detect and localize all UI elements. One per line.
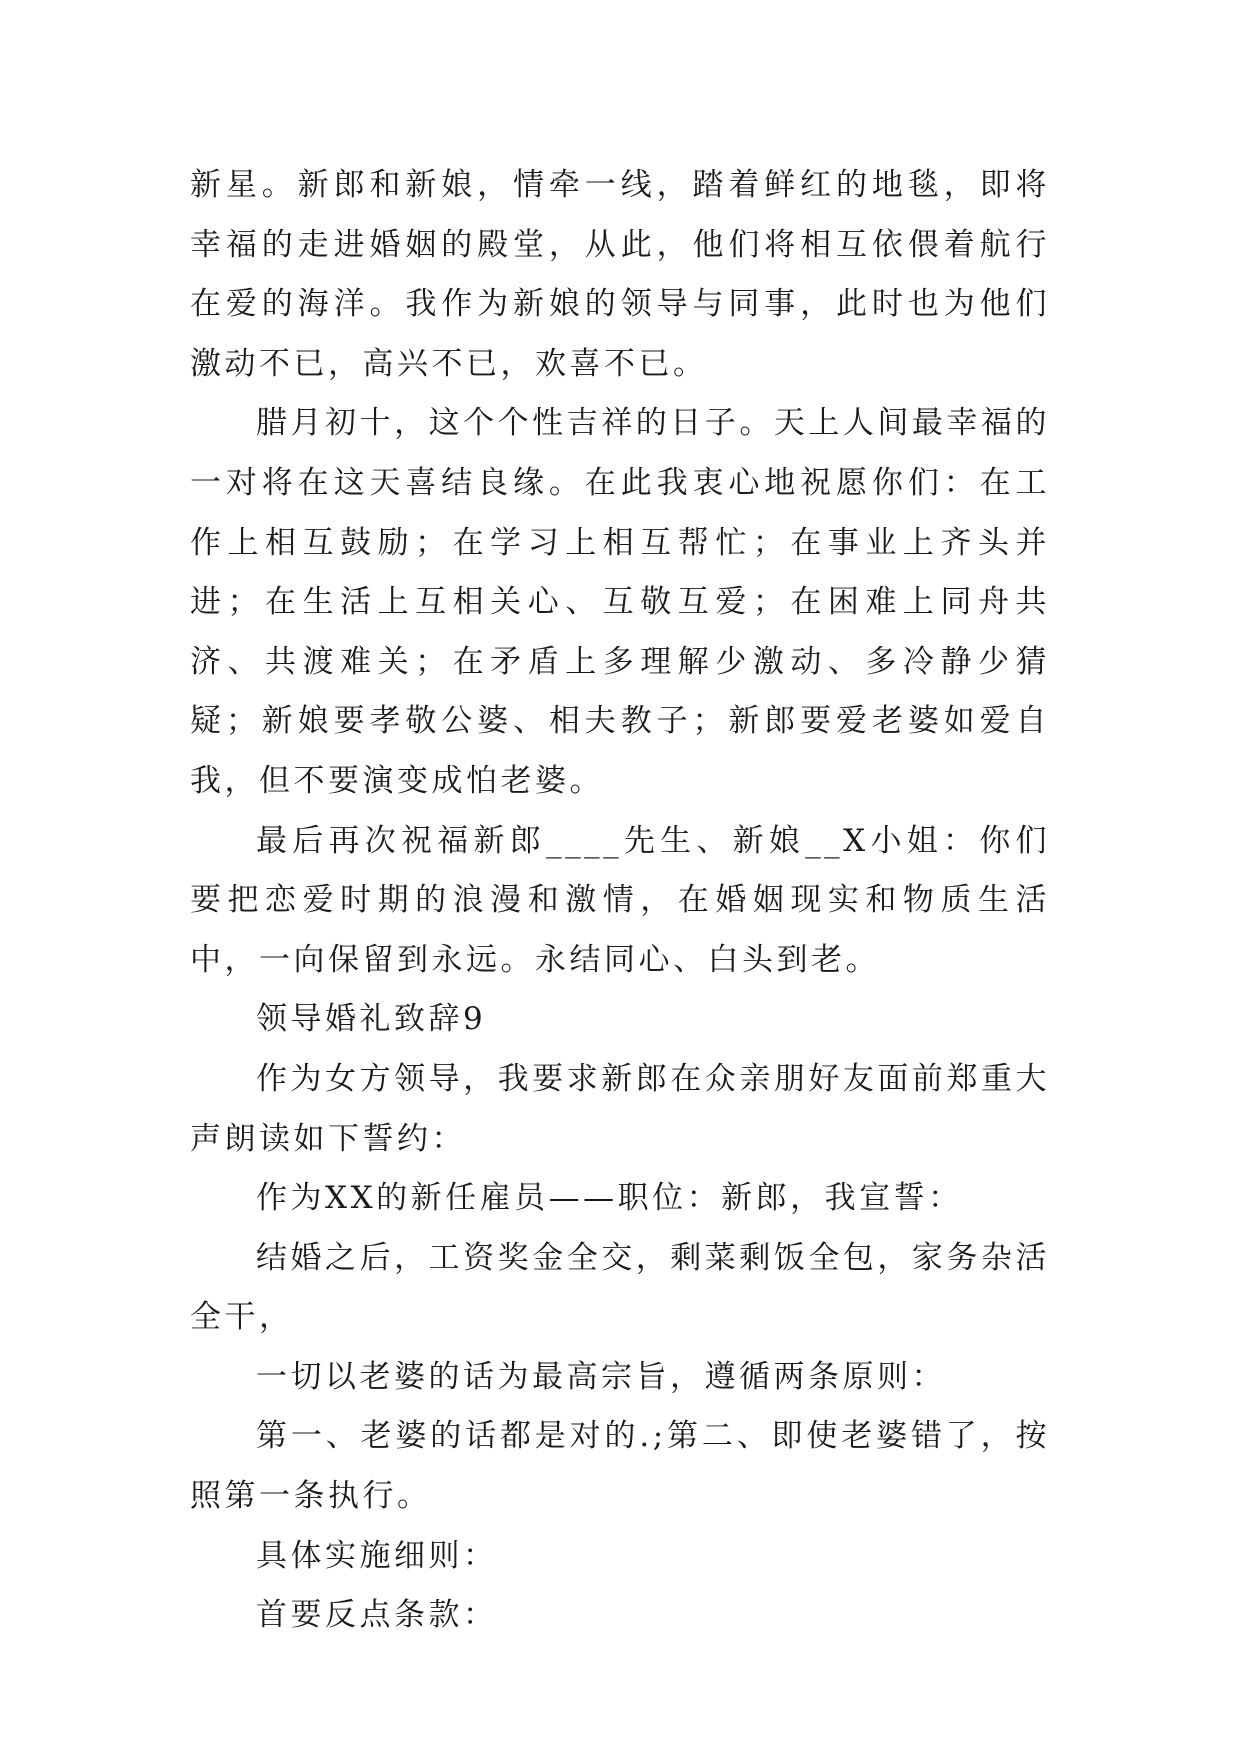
section-heading: 领导婚礼致辞9 — [256, 1001, 487, 1038]
paragraph-6: 作为XX的新任雇员——职位：新郎，我宣誓： — [256, 1180, 963, 1217]
paragraph-7: 结婚之后，工资奖金全交，剩菜剩饭全包，家务杂活全干， — [190, 1239, 1050, 1336]
paragraph-11: 首要反点条款： — [256, 1597, 498, 1634]
paragraph-2: 腊月初十，这个个性吉祥的日子。天上人间最幸福的一对将在这天喜结良缘。在此我衷心地祝愿你们：在工作上相互鼓励；在学习上相互帮忙；在事业上齐头并进；在生活上互相关心、互敬互爱；在困难上同舟共济、共渡难关；在矛盾上多理解少激动、多冷静少猜疑；新娘要孝敬公婆、相夫教子；新郎要爱老婆如爱自我，但不要演变成怕老婆。 — [190, 405, 1050, 799]
paragraph-5: 作为女方领导，我要求新郎在众亲朋好友面前郑重大声朗读如下誓约： — [190, 1060, 1050, 1157]
paragraph-3: 最后再次祝福新郎____先生、新娘__X小姐：你们要把恋爱时期的浪漫和激情，在婚姻现实和物质生活中，一向保留到永远。永结同心、白头到老。 — [190, 822, 1050, 978]
paragraph-8: 一切以老婆的话为最高宗旨，遵循两条原则： — [256, 1358, 946, 1395]
paragraph-1: 新星。新郎和新娘，情牵一线，踏着鲜红的地毯，即将幸福的走进婚姻的殿堂，从此，他们将相互依偎着航行在爱的海洋。我作为新娘的领导与同事，此时也为他们激动不已，高兴不已，欢喜不已。 — [190, 167, 1050, 382]
paragraph-10: 具体实施细则： — [256, 1537, 498, 1574]
paragraph-9: 第一、老婆的话都是对的.;第二、即使老婆错了，按照第一条执行。 — [190, 1418, 1050, 1515]
document-body — [190, 156, 1050, 1646]
